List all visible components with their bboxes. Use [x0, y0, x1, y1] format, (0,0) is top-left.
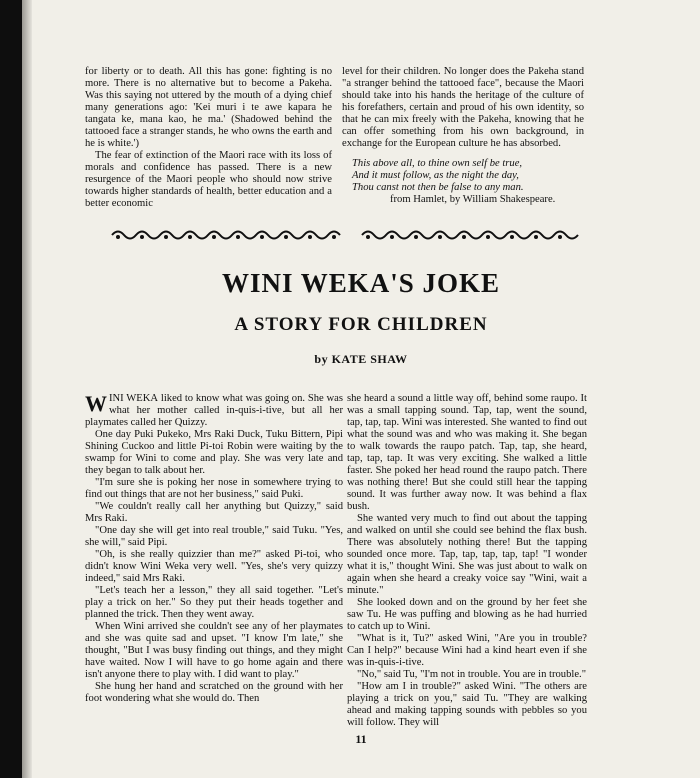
- poem-line: This above all, to thine own self be true,: [352, 158, 523, 169]
- magazine-page: [22, 0, 700, 778]
- poem-line: And it must follow, as the night the day,: [352, 170, 519, 181]
- decorative-scroll-divider: [110, 228, 580, 242]
- paragraph: "One day she will get into real trouble," said Tuku. "Yes, she will," said Pipi.: [85, 525, 343, 548]
- paragraph: she heard a sound a little way off, behind some raupo. It was a small tapping sound. Tap, tap, went the sound, tap, tap, tap. Wini was interested. She wanted to find out what the sound was and who was making it. She began to walk towards the raupo patch. Tap, tap, she heard, tap, tap, tap. It was very exciting. She walked a little faster. She poked her head round the raupo patch. There was nothing there! But she could still hear the tapping sound. It was further away now. It was behind a flax bush.: [347, 393, 587, 512]
- story-right-column: [347, 393, 587, 729]
- poem-line: Thou canst not then be false to any man.: [352, 182, 524, 193]
- opening-name: INI WEKA: [109, 393, 159, 404]
- story-left-column: [85, 393, 343, 705]
- paragraph: The fear of extinction of the Maori race with its loss of morals and confidence has passed. There is a new resurgence of the Maori people who should now strive towards higher standards of health, better education and a better economic: [85, 150, 332, 209]
- poem-attribution: from Hamlet, by William Shakespeare.: [390, 194, 556, 205]
- poem-quote: [342, 158, 584, 206]
- paragraph: "Let's teach her a lesson," they all said together. "Let's play a trick on her." So they put their heads together and planned the trick. Then they went away.: [85, 585, 343, 620]
- paragraph: "What is it, Tu?" asked Wini, "Are you in trouble? Can I help?" because Wini had a kind heart even if she was in-quis-i-tive.: [347, 633, 587, 668]
- paragraph: One day Puki Pukeko, Mrs Raki Duck, Tuku Bittern, Pipi Shining Cuckoo and little Pi-toi Robin were waiting by the swamp for Wini to come and play. She was very late and they began to talk about her.: [85, 429, 343, 476]
- paragraph: She wanted very much to find out about the tapping and walked on until she could see behind the flax bush. There was absolutely nothing there! But the tapping sounded once more. Tap, tap, tap, tap, tap! "I wonder what it is," thought Wini. She was just about to walk on again when she heard a creaky voice say "Wini, wait a minute.": [347, 513, 587, 596]
- paragraph: "I'm sure she is poking her nose in somewhere trying to find out things that are not her business," said Puki.: [85, 477, 343, 500]
- story-title: WINI WEKA'S JOKE: [221, 268, 501, 298]
- paragraph: "How am I in trouble?" asked Wini. "The others are playing a trick on you," said Tu. "They are walking ahead and making tapping sounds with pebbles so you will follow. They will: [347, 681, 587, 728]
- page-number: 11: [355, 732, 367, 746]
- paragraph: for liberty or to death. All this has gone: fighting is no more. There is no alternative but to become a Pakeha. Was this saying not uttered by the mouth of a dying chief many generations ago: 'Kei muri i te awe kapara he tangata ke, mana kao, he ma.' (Shadowed behind the tattooed face a stranger stands, he who owns the earth and he is white.'): [85, 66, 332, 149]
- paragraph: She looked down and on the ground by her feet she saw Tu. He was puffing and blowing as he had hurried to catch up to Wini.: [347, 597, 587, 632]
- top-left-column: [85, 66, 332, 210]
- paragraph: She hung her hand and scratched on the ground with her foot wondering what she would do. Then: [85, 681, 343, 704]
- opening-paragraph: [85, 393, 343, 429]
- binding-gutter: [0, 0, 22, 778]
- opening-text: liked to know what was going on. She was what her mother called in-quis-i-tive, but all her playmates called her Quizzy.: [85, 393, 344, 428]
- story-subtitle: A STORY FOR CHILDREN: [234, 314, 488, 335]
- byline: by KATE SHAW: [314, 352, 408, 366]
- drop-cap: W: [85, 391, 107, 416]
- page-curl-shadow: [22, 0, 32, 778]
- paragraph: "No," said Tu, "I'm not in trouble. You are in trouble.": [357, 669, 587, 680]
- top-right-column: [342, 66, 584, 206]
- paragraph: When Wini arrived she couldn't see any of her playmates and she was quite sad and upset. "I know I'm late," she thought, "But I was busy finding out things, and they might have waited. Now I will have to go home again and there isn't anyone there to play with. I did want to play.": [85, 621, 343, 680]
- paragraph: "We couldn't really call her anything but Quizzy," said Mrs Raki.: [85, 501, 343, 524]
- paragraph: "Oh, is she really quizzier than me?" asked Pi-toi, who didn't know Wini Weka very well. "Yes, she's very quizzy indeed," said Mrs Raki.: [85, 549, 343, 584]
- paragraph: level for their children. No longer does the Pakeha stand "a stranger behind the tattooed face", because the Maori should take into his hands the heritage of the culture of his forefathers, certain and proud of his own identity, so that he can mix freely with the Pakeha, knowing that he can offer something from his own background, in exchange for the European culture he has absorbed.: [342, 66, 584, 149]
